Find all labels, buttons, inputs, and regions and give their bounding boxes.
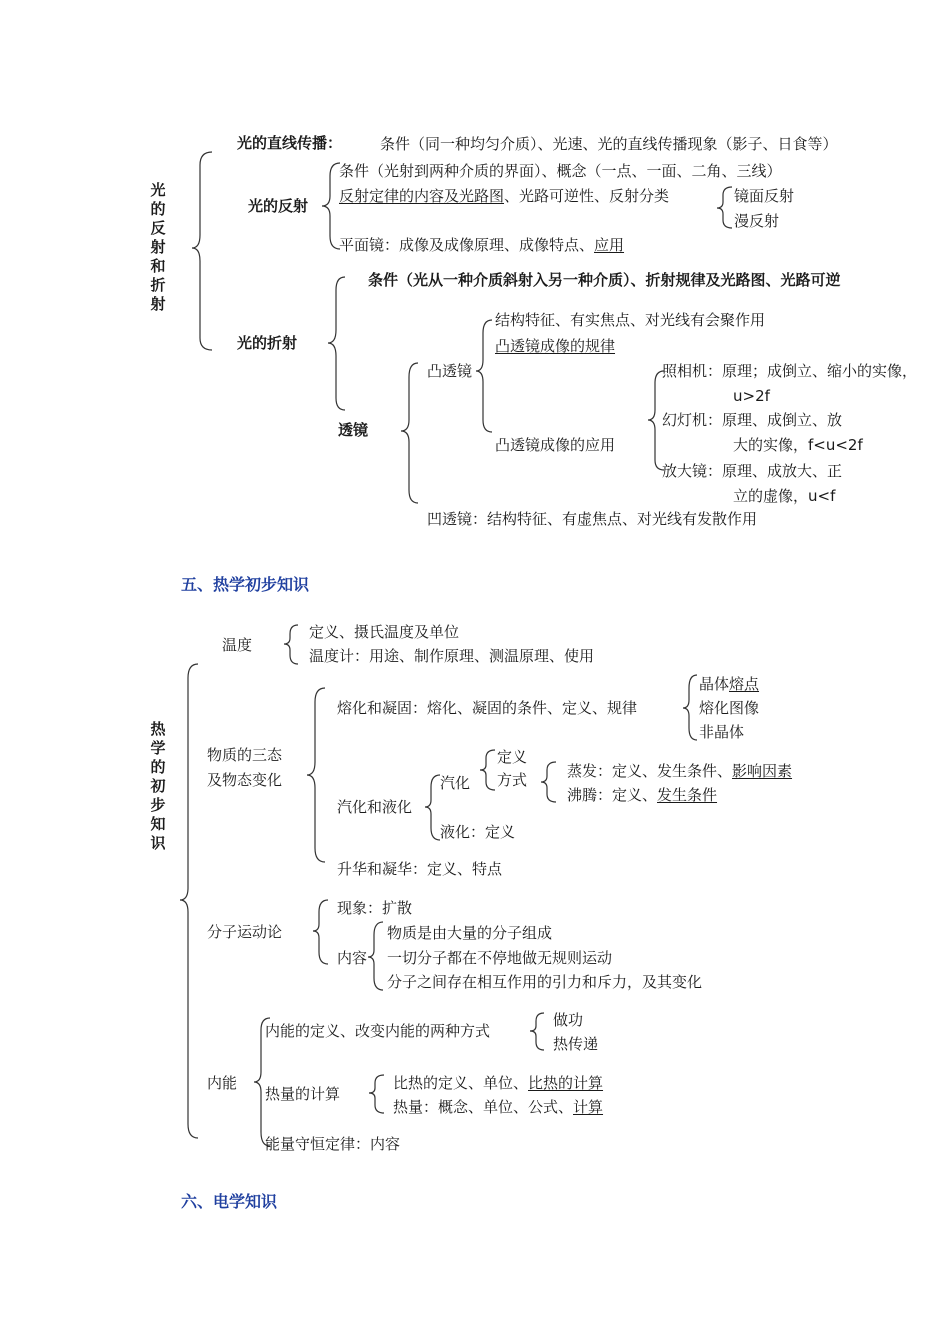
molecular-theory-label: 分子运动论 bbox=[207, 923, 283, 941]
straight-propagation-label: 光的直线传播： bbox=[237, 134, 343, 152]
brace-light-main bbox=[192, 152, 212, 350]
molecular-content-1: 物质是由大量的分子组成 bbox=[387, 924, 553, 942]
vaporize-definition: 定义 bbox=[497, 748, 528, 766]
magnifier-text-2: 立的虚像，u<f bbox=[733, 487, 836, 505]
internal-energy-definition: 内能的定义、改变内能的两种方式 bbox=[265, 1022, 491, 1040]
brace-convex bbox=[476, 320, 492, 432]
projector-text-1: 幻灯机：原理、成倒立、放 bbox=[662, 411, 843, 429]
straight-propagation-text: 条件（同一种均匀介质）、光速、光的直线传播现象（影子、日食等） bbox=[380, 135, 838, 153]
concave-lens: 凹透镜：结构特征、有虚焦点、对光线有发散作用 bbox=[427, 510, 758, 528]
molecular-content-3: 分子之间存在相互作用的引力和斥力，及其变化 bbox=[387, 973, 703, 991]
brace-refraction bbox=[328, 277, 345, 410]
temperature-label: 温度 bbox=[222, 636, 253, 654]
crystal: 晶体熔点 bbox=[699, 675, 760, 693]
convex-imaging-rule: 凸透镜成像的规律 bbox=[495, 337, 616, 355]
brace-heat-calc bbox=[369, 1075, 384, 1113]
energy-conservation: 能量守恒定律：内容 bbox=[265, 1135, 401, 1153]
lens-label: 透镜 bbox=[338, 421, 369, 439]
vaporize-way: 方式 bbox=[497, 771, 528, 789]
diffuse-reflection: 漫反射 bbox=[734, 212, 780, 230]
convex-imaging-application: 凸透镜成像的应用 bbox=[495, 436, 616, 454]
reflection-law-link: 反射定律的内容及光路图 bbox=[339, 187, 505, 205]
brace-way bbox=[541, 762, 556, 802]
temperature-item-2: 温度计：用途、制作原理、测温原理、使用 bbox=[309, 647, 595, 665]
vaporization-label: 汽化和液化 bbox=[337, 798, 413, 816]
heat-title: 热学的初步知识 bbox=[150, 720, 166, 852]
convex-lens-label: 凸透镜 bbox=[427, 362, 473, 380]
mirror-reflection: 镜面反射 bbox=[734, 187, 795, 205]
boiling-conditions-link: 发生条件 bbox=[657, 786, 718, 804]
brace-lens bbox=[401, 363, 418, 503]
reflection-item-2: 反射定律的内容及光路图、光路可逆性、反射分类 bbox=[339, 187, 670, 205]
camera-text-1: 照相机：原理；成倒立、缩小的实像， bbox=[662, 362, 918, 380]
plane-mirror-application: 应用 bbox=[594, 236, 625, 254]
brace-content bbox=[368, 922, 383, 990]
brace-molecular bbox=[313, 900, 328, 964]
refraction-condition: 条件（光从一种介质斜射入另一种介质）、折射规律及光路图、光路可逆 bbox=[368, 271, 841, 289]
section-heading-heat: 五、热学初步知识 bbox=[181, 575, 310, 594]
states-label: 物质的三态及物态变化 bbox=[207, 746, 283, 789]
sublimation: 升华和凝华：定义、特点 bbox=[337, 860, 503, 878]
camera-text-2: u>2f bbox=[733, 387, 770, 405]
magnifier-text-1: 放大镜：原理、成放大、正 bbox=[662, 462, 843, 480]
brace-temperature bbox=[284, 625, 298, 664]
temperature-item-1: 定义、摄氏温度及单位 bbox=[309, 623, 460, 641]
reflection-label: 光的反射 bbox=[248, 197, 309, 215]
projector-text-2: 大的实像，f<u<2f bbox=[733, 436, 863, 454]
melting-graph: 熔化图像 bbox=[699, 699, 760, 717]
internal-energy-label: 内能 bbox=[207, 1074, 238, 1092]
doing-work: 做功 bbox=[553, 1011, 584, 1029]
content-label: 内容 bbox=[337, 949, 368, 967]
boiling: 沸腾：定义、发生条件 bbox=[567, 786, 718, 804]
brace-states bbox=[307, 688, 325, 862]
vaporize-label: 汽化 bbox=[440, 774, 471, 792]
brace-work bbox=[530, 1013, 544, 1050]
brace-vapor bbox=[425, 775, 440, 840]
convex-structure: 结构特征、有实焦点、对光线有会聚作用 bbox=[495, 311, 766, 329]
brace-melt bbox=[683, 675, 697, 740]
heat-calc-link: 计算 bbox=[573, 1098, 604, 1116]
plane-mirror: 平面镜：成像及成像原理、成像特点、应用 bbox=[339, 236, 625, 254]
refraction-label: 光的折射 bbox=[237, 334, 298, 352]
melting-point-link: 熔点 bbox=[729, 675, 760, 693]
evaporation: 蒸发：定义、发生条件、影响因素 bbox=[567, 762, 793, 780]
diffusion-phenomenon: 现象：扩散 bbox=[337, 899, 413, 917]
liquefaction: 液化：定义 bbox=[440, 823, 516, 841]
brace-heat-main bbox=[180, 664, 198, 1138]
reflection-item-1: 条件（光射到两种介质的界面）、概念（一点、一面、二角、三线） bbox=[339, 162, 782, 180]
molecular-content-2: 一切分子都在不停地做无规则运动 bbox=[387, 949, 613, 967]
melting-label: 熔化和凝固：熔化、凝固的条件、定义、规律 bbox=[337, 699, 638, 717]
non-crystal: 非晶体 bbox=[699, 723, 745, 741]
brace-reflection bbox=[322, 163, 340, 249]
evaporation-factors-link: 影响因素 bbox=[732, 762, 793, 780]
heat-quantity: 热量：概念、单位、公式、计算 bbox=[393, 1098, 604, 1116]
heat-transfer: 热传递 bbox=[553, 1035, 599, 1053]
specific-heat: 比热的定义、单位、比热的计算 bbox=[393, 1074, 604, 1092]
brace-vaporize bbox=[480, 750, 495, 790]
light-title: 光的反射和折射 bbox=[150, 181, 166, 313]
brace-reflection-type bbox=[717, 187, 732, 228]
specific-heat-calc-link: 比热的计算 bbox=[528, 1074, 604, 1092]
heat-calculation-label: 热量的计算 bbox=[265, 1085, 341, 1103]
section-heading-electricity: 六、电学知识 bbox=[181, 1192, 278, 1211]
